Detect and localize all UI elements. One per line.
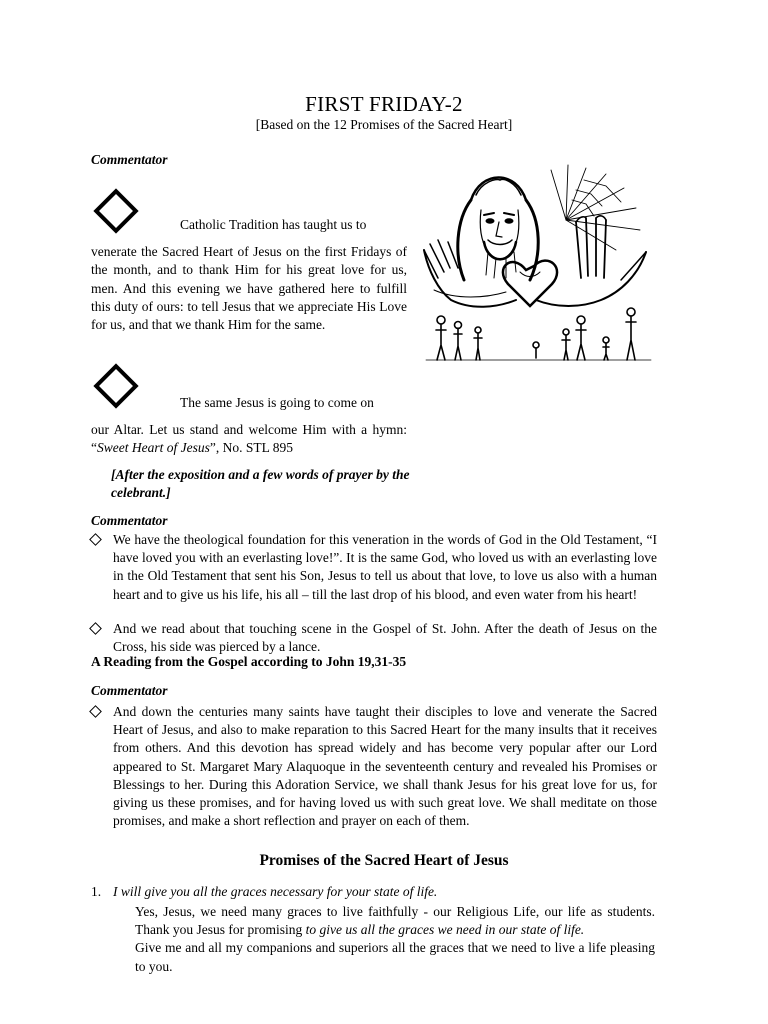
intro-paragraph-2-body: our Altar. Let us stand and welcome Him with a hymn: “Sweet Heart of Jesus”, No. STL 895 xyxy=(91,422,407,456)
diamond-bullet-icon xyxy=(89,533,102,546)
intro-paragraph-2 xyxy=(91,394,407,458)
promise-prayer: Give me and all my companions and superiors all the graces that we need to live a life pleasing to you. xyxy=(135,940,655,974)
diamond-bullet-icon xyxy=(89,705,102,718)
page-title: FIRST FRIDAY-2 xyxy=(305,92,463,116)
hymn-title: Sweet Heart of Jesus xyxy=(97,440,210,456)
reading-heading: A Reading from the Gospel according to John 19,31-35 xyxy=(91,654,407,669)
promise-text: I will give you all the graces necessary for your state of life. xyxy=(113,884,438,899)
page-subtitle: [Based on the 12 Promises of the Sacred Heart] xyxy=(255,117,513,132)
list-item: And down the centuries many saints have taught their disciples to love and venerate the Sacred Heart of Jesus, and also to make reparation to this Sacred Heart for the many insults that it receives from others. And this devotion has spread widely and has become very popular after our Lord appeared to St. Margaret Mary Alaquoque in the seventeenth century and revealed his Promises or Blessings to her. During this Adoration Service, we shall thank Jesus for his great love for us, for giving us these promises, and for having loved us with such great love. We shall meditate on those promises, and make a short reflection and prayer on each of them. xyxy=(91,703,657,830)
section-heading: Promises of the Sacred Heart of Jesus xyxy=(259,852,509,869)
intro-paragraph-2-lead: The same Jesus is going to come on xyxy=(180,395,374,410)
list-item: We have the theological foundation for this veneration in the words of God in the Old Testament, “I have loved you with an everlasting love!”. It is the same God, who loved us with an everlasting love in the Old Testament that sent his Son, Jesus to tell us about that love, to love us also with a human heart and to give us his life, his all – till the last drop of his blood, and even water from his heart! xyxy=(91,531,657,604)
rubric-text: [After the exposition and a few words of prayer by the celebrant.] xyxy=(111,467,410,501)
promise-number: 1. xyxy=(91,884,102,899)
commentator-label: Commentator xyxy=(91,683,168,698)
sacred-heart-illustration xyxy=(416,160,656,370)
intro-paragraph-1-body: venerate the Sacred Heart of Jesus on the first Fridays of the month, and to thank Him for his great love for us, men. And this evening we have gathered here to fulfill this duty of ours: to tell Jesus that we appreciate His Love for us, and that we thank Him for the same. xyxy=(91,244,407,333)
commentator-label: Commentator xyxy=(91,513,168,528)
intro-paragraph-1 xyxy=(91,216,407,334)
promise-reflection: Yes, Jesus, we need many graces to live faithfully - our Religious Life, our life as students. Thank you Jesus for promising to give us all the graces we need in our state of life. Give me and all my companions and superiors all the graces that we need to live a life pleasing to you. xyxy=(135,903,655,976)
diamond-bullet-icon xyxy=(89,622,102,635)
commentator-label: Commentator xyxy=(91,152,168,167)
list-item: And we read about that touching scene in the Gospel of St. John. After the death of Jesus on the Cross, his side was pierced by a lance. xyxy=(91,620,657,656)
promise-reflection-emphasis: to give us all the graces we need in our state of life. xyxy=(305,922,585,938)
intro-paragraph-1-lead: Catholic Tradition has taught us to xyxy=(180,217,367,232)
